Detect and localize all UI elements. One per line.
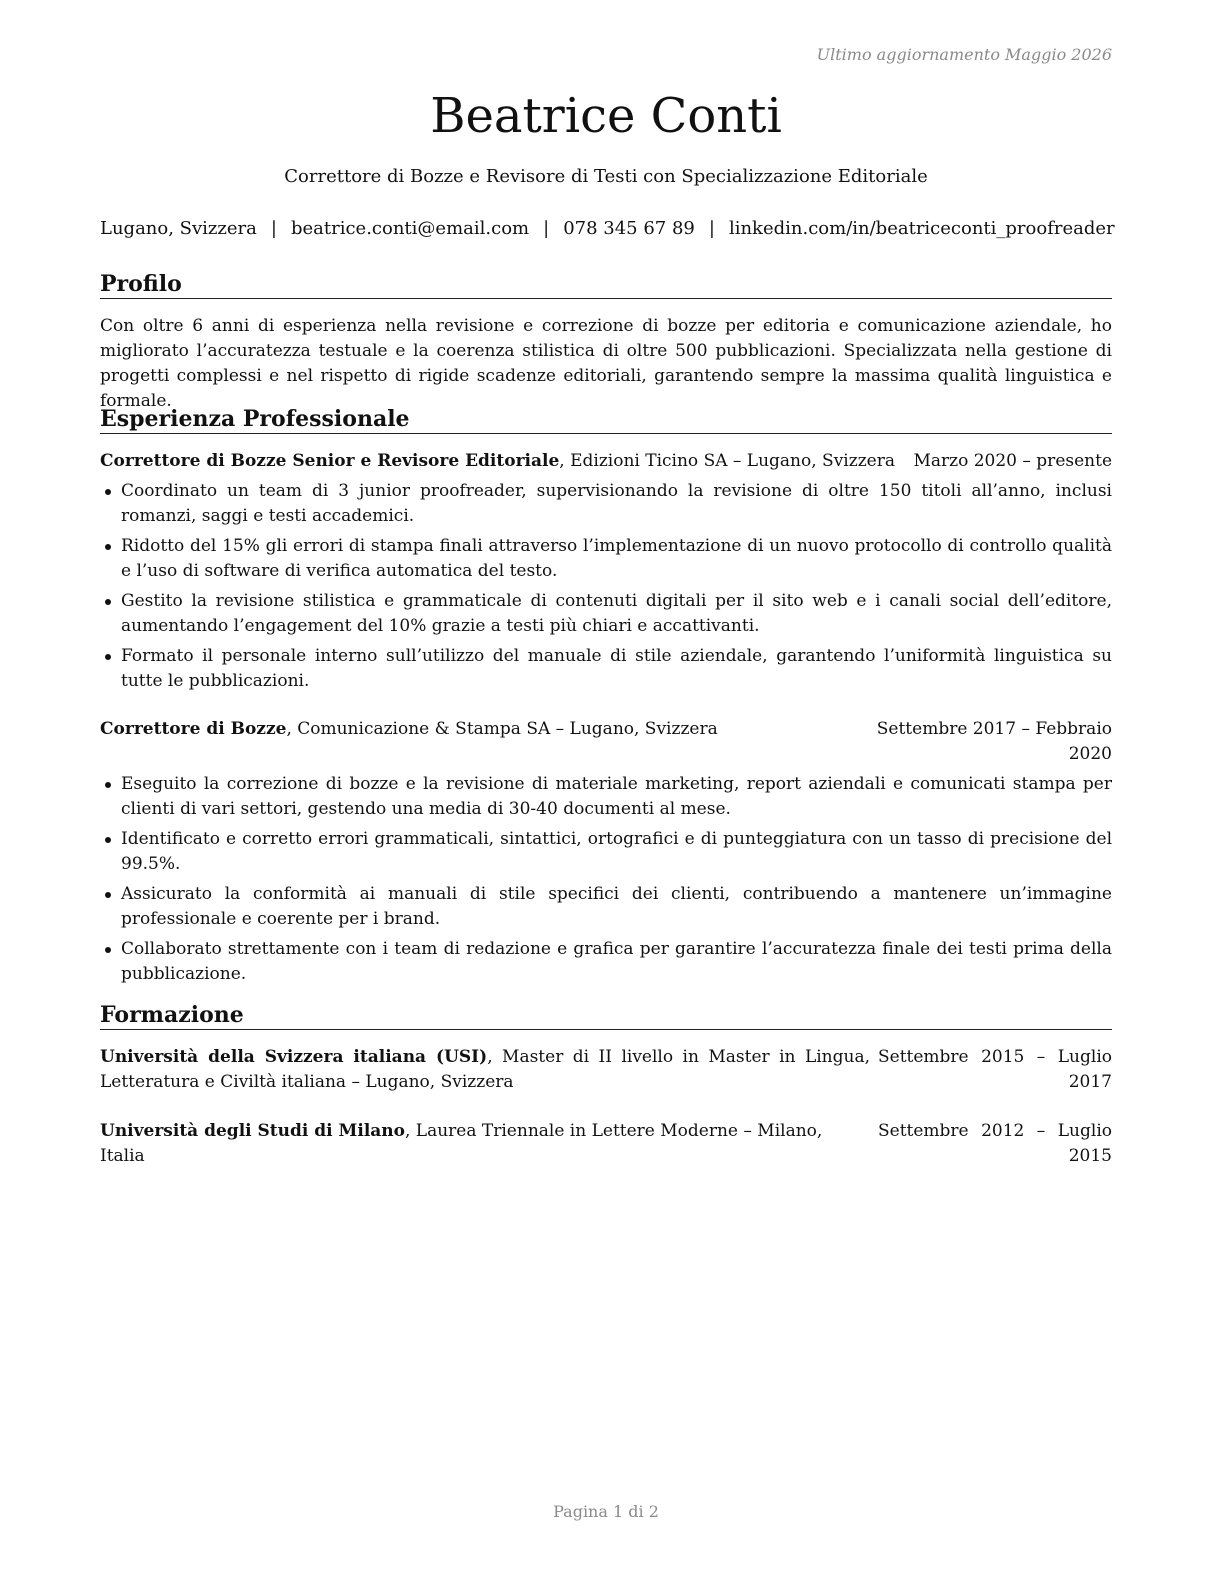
education-item xyxy=(100,1119,1112,1169)
contact-location: Lugano, Svizzera xyxy=(100,218,257,239)
job-role: Correttore di Bozze xyxy=(100,719,287,739)
education-detail: , Laurea Triennale in Lettere Moderne – Milano, Italia xyxy=(100,1121,823,1166)
page-number: Pagina 1 di 2 xyxy=(553,1502,659,1521)
job-bullet: Coordinato un team di 3 junior proofreader, supervisionando la revisione di oltre 150 titoli all’anno, inclusi romanzi, saggi e testi accademici. xyxy=(100,479,1112,529)
job-bullet: Eseguito la correzione di bozze e la revisione di materiale marketing, report aziendali e comunicati stampa per clienti di vari settori, gestendo una media di 30-40 documenti al mese. xyxy=(100,772,1112,822)
job-bullets xyxy=(100,772,1112,992)
education-school: Università della Svizzera italiana (USI) xyxy=(100,1047,488,1067)
contact-separator: | xyxy=(270,218,277,239)
education-dates: Settembre 2015 – Luglio 2017 xyxy=(878,1047,1112,1092)
job-bullet: Identificato e corretto errori grammaticali, sintattici, ortografici e di punteggiatura con un tasso di precisione del 99.5%. xyxy=(100,827,1112,877)
job-header xyxy=(100,717,1112,767)
education-detail: , Master di II livello in Master in Lingua, Letteratura e Civiltà italiana – Lugano, Svizzera xyxy=(100,1047,871,1092)
job-company: , Comunicazione & Stampa SA – Lugano, Svizzera xyxy=(286,719,718,739)
education-dates: Settembre 2012 – Luglio 2015 xyxy=(878,1121,1112,1166)
education-item xyxy=(100,1045,1112,1095)
contact-linkedin[interactable]: linkedin.com/in/beatriceconti_proofreader xyxy=(728,218,1115,239)
contact-separator: | xyxy=(708,218,715,239)
job-dates: Marzo 2020 – presente xyxy=(913,451,1112,471)
job-role: Correttore di Bozze Senior e Revisore Editoriale xyxy=(100,451,560,471)
section-title-experience: Esperienza Professionale xyxy=(100,405,1112,434)
contact-separator: | xyxy=(543,218,550,239)
candidate-name: Beatrice Conti xyxy=(430,88,782,144)
education-school: Università degli Studi di Milano xyxy=(100,1121,405,1141)
job-bullet: Gestito la revisione stilistica e grammaticale di contenuti digitali per il sito web e i canali social dell’editore, aumentando l’engagement del 10% grazie a testi più chiari e accattivanti. xyxy=(100,589,1112,639)
job-bullet: Assicurato la conformità ai manuali di stile specifici dei clienti, contribuendo a mantenere un’immagine professionale e coerente per i brand. xyxy=(100,882,1112,932)
candidate-subtitle: Correttore di Bozze e Revisore di Testi con Specializzazione Editoriale xyxy=(284,166,928,187)
last-updated: Ultimo aggiornamento Maggio 2026 xyxy=(816,45,1112,64)
job-bullet: Ridotto del 15% gli errori di stampa finali attraverso l’implementazione di un nuovo protocollo di controllo qualità e l’uso di software di verifica automatica del testo. xyxy=(100,534,1112,584)
section-title-profile: Profilo xyxy=(100,270,1112,299)
contact-line xyxy=(100,218,1115,239)
job-bullet: Collaborato strettamente con i team di redazione e grafica per garantire l’accuratezza finale dei testi prima della pubblicazione. xyxy=(100,937,1112,987)
job-bullet: Formato il personale interno sull’utilizzo del manuale di stile aziendale, garantendo l’uniformità linguistica su tutte le pubblicazioni. xyxy=(100,644,1112,694)
profile-text: Con oltre 6 anni di esperienza nella revisione e correzione di bozze per editoria e comunicazione aziendale, ho migliorato l’accuratezza testuale e la coerenza stilistica di oltre 500 pubblicazioni. Specializzata nella gestione di progetti complessi e nel rispetto di rigide scadenze editoriali, garantendo sempre la massima qualità linguistica e formale. xyxy=(100,316,1112,411)
section-title-education: Formazione xyxy=(100,1001,1112,1030)
contact-phone: 078 345 67 89 xyxy=(563,218,695,239)
job-dates: Settembre 2017 – Febbraio 2020 xyxy=(876,719,1112,764)
job-bullets xyxy=(100,479,1112,699)
job-header xyxy=(100,449,1112,474)
job-company: , Edizioni Ticino SA – Lugano, Svizzera xyxy=(559,451,895,471)
resume-page xyxy=(100,0,1115,1584)
contact-email[interactable]: beatrice.conti@email.com xyxy=(290,218,530,239)
